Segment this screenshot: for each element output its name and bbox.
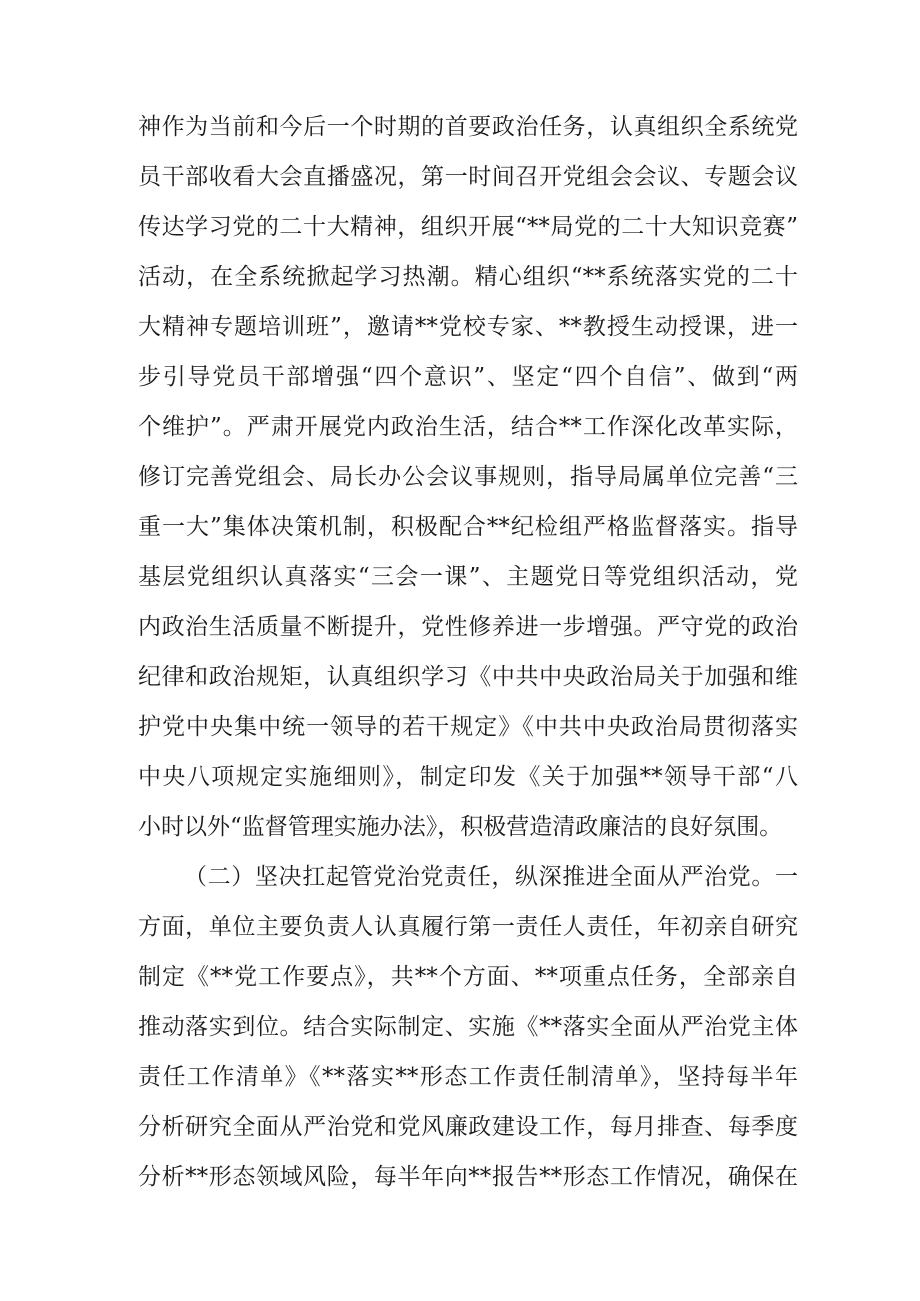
text-line: 步引导党员干部增强“四个意识”、坚定“四个自信”、做到“两 — [138, 364, 798, 390]
text-line: 活动，在全系统掀起学习热潮。精心组织“**系统落实党的二十 — [138, 264, 798, 290]
text-line: 中央八项规定实施细则》，制定印发《关于加强**领导干部“八 — [138, 764, 798, 790]
text-line: 纪律和政治规矩，认真组织学习《中共中央政治局关于加强和维 — [138, 664, 798, 690]
text-line: 大精神专题培训班”，邀请**党校专家、**教授生动授课，进一 — [138, 314, 798, 340]
text-line: 内政治生活质量不断提升，党性修养进一步增强。严守党的政治 — [138, 614, 798, 640]
text-line: 责任工作清单》《**落实**形态工作责任制清单》，坚持每半年 — [138, 1064, 798, 1090]
text-line: 传达学习党的二十大精神，组织开展“**局党的二十大知识竞赛” — [138, 214, 798, 240]
text-line: 分析**形态领域风险，每半年向**报告**形态工作情况，确保在 — [138, 1164, 798, 1190]
text-line: 方面，单位主要负责人认真履行第一责任人责任，年初亲自研究 — [138, 914, 798, 940]
section-heading-line: （二）坚决扛起管党治党责任，纵深推进全面从严治党。一 — [184, 864, 798, 890]
text-line: 分析研究全面从严治党和党风廉政建设工作，每月排查、每季度 — [138, 1114, 798, 1140]
text-line: 重一大”集体决策机制，积极配合**纪检组严格监督落实。指导 — [138, 514, 798, 540]
text-line: 制定《**党工作要点》，共**个方面、**项重点任务，全部亲自 — [138, 964, 798, 990]
text-line: 基层党组织认真落实“三会一课”、主题党日等党组织活动，党 — [138, 564, 798, 590]
text-line: 护党中央集中统一领导的若干规定》《中共中央政治局贯彻落实 — [138, 714, 798, 740]
text-line: 推动落实到位。结合实际制定、实施《**落实全面从严治党主体 — [138, 1014, 798, 1040]
text-line: 修订完善党组会、局长办公会议事规则，指导局属单位完善“三 — [138, 464, 798, 490]
text-line: 员干部收看大会直播盛况，第一时间召开党组会会议、专题会议 — [138, 164, 798, 190]
text-line: 神作为当前和今后一个时期的首要政治任务，认真组织全系统党 — [138, 114, 798, 140]
text-line: 个维护”。严肃开展党内政治生活，结合**工作深化改革实际， — [138, 414, 798, 440]
text-line: 小时以外“监督管理实施办法》，积极营造清政廉洁的良好氛围。 — [138, 814, 783, 840]
